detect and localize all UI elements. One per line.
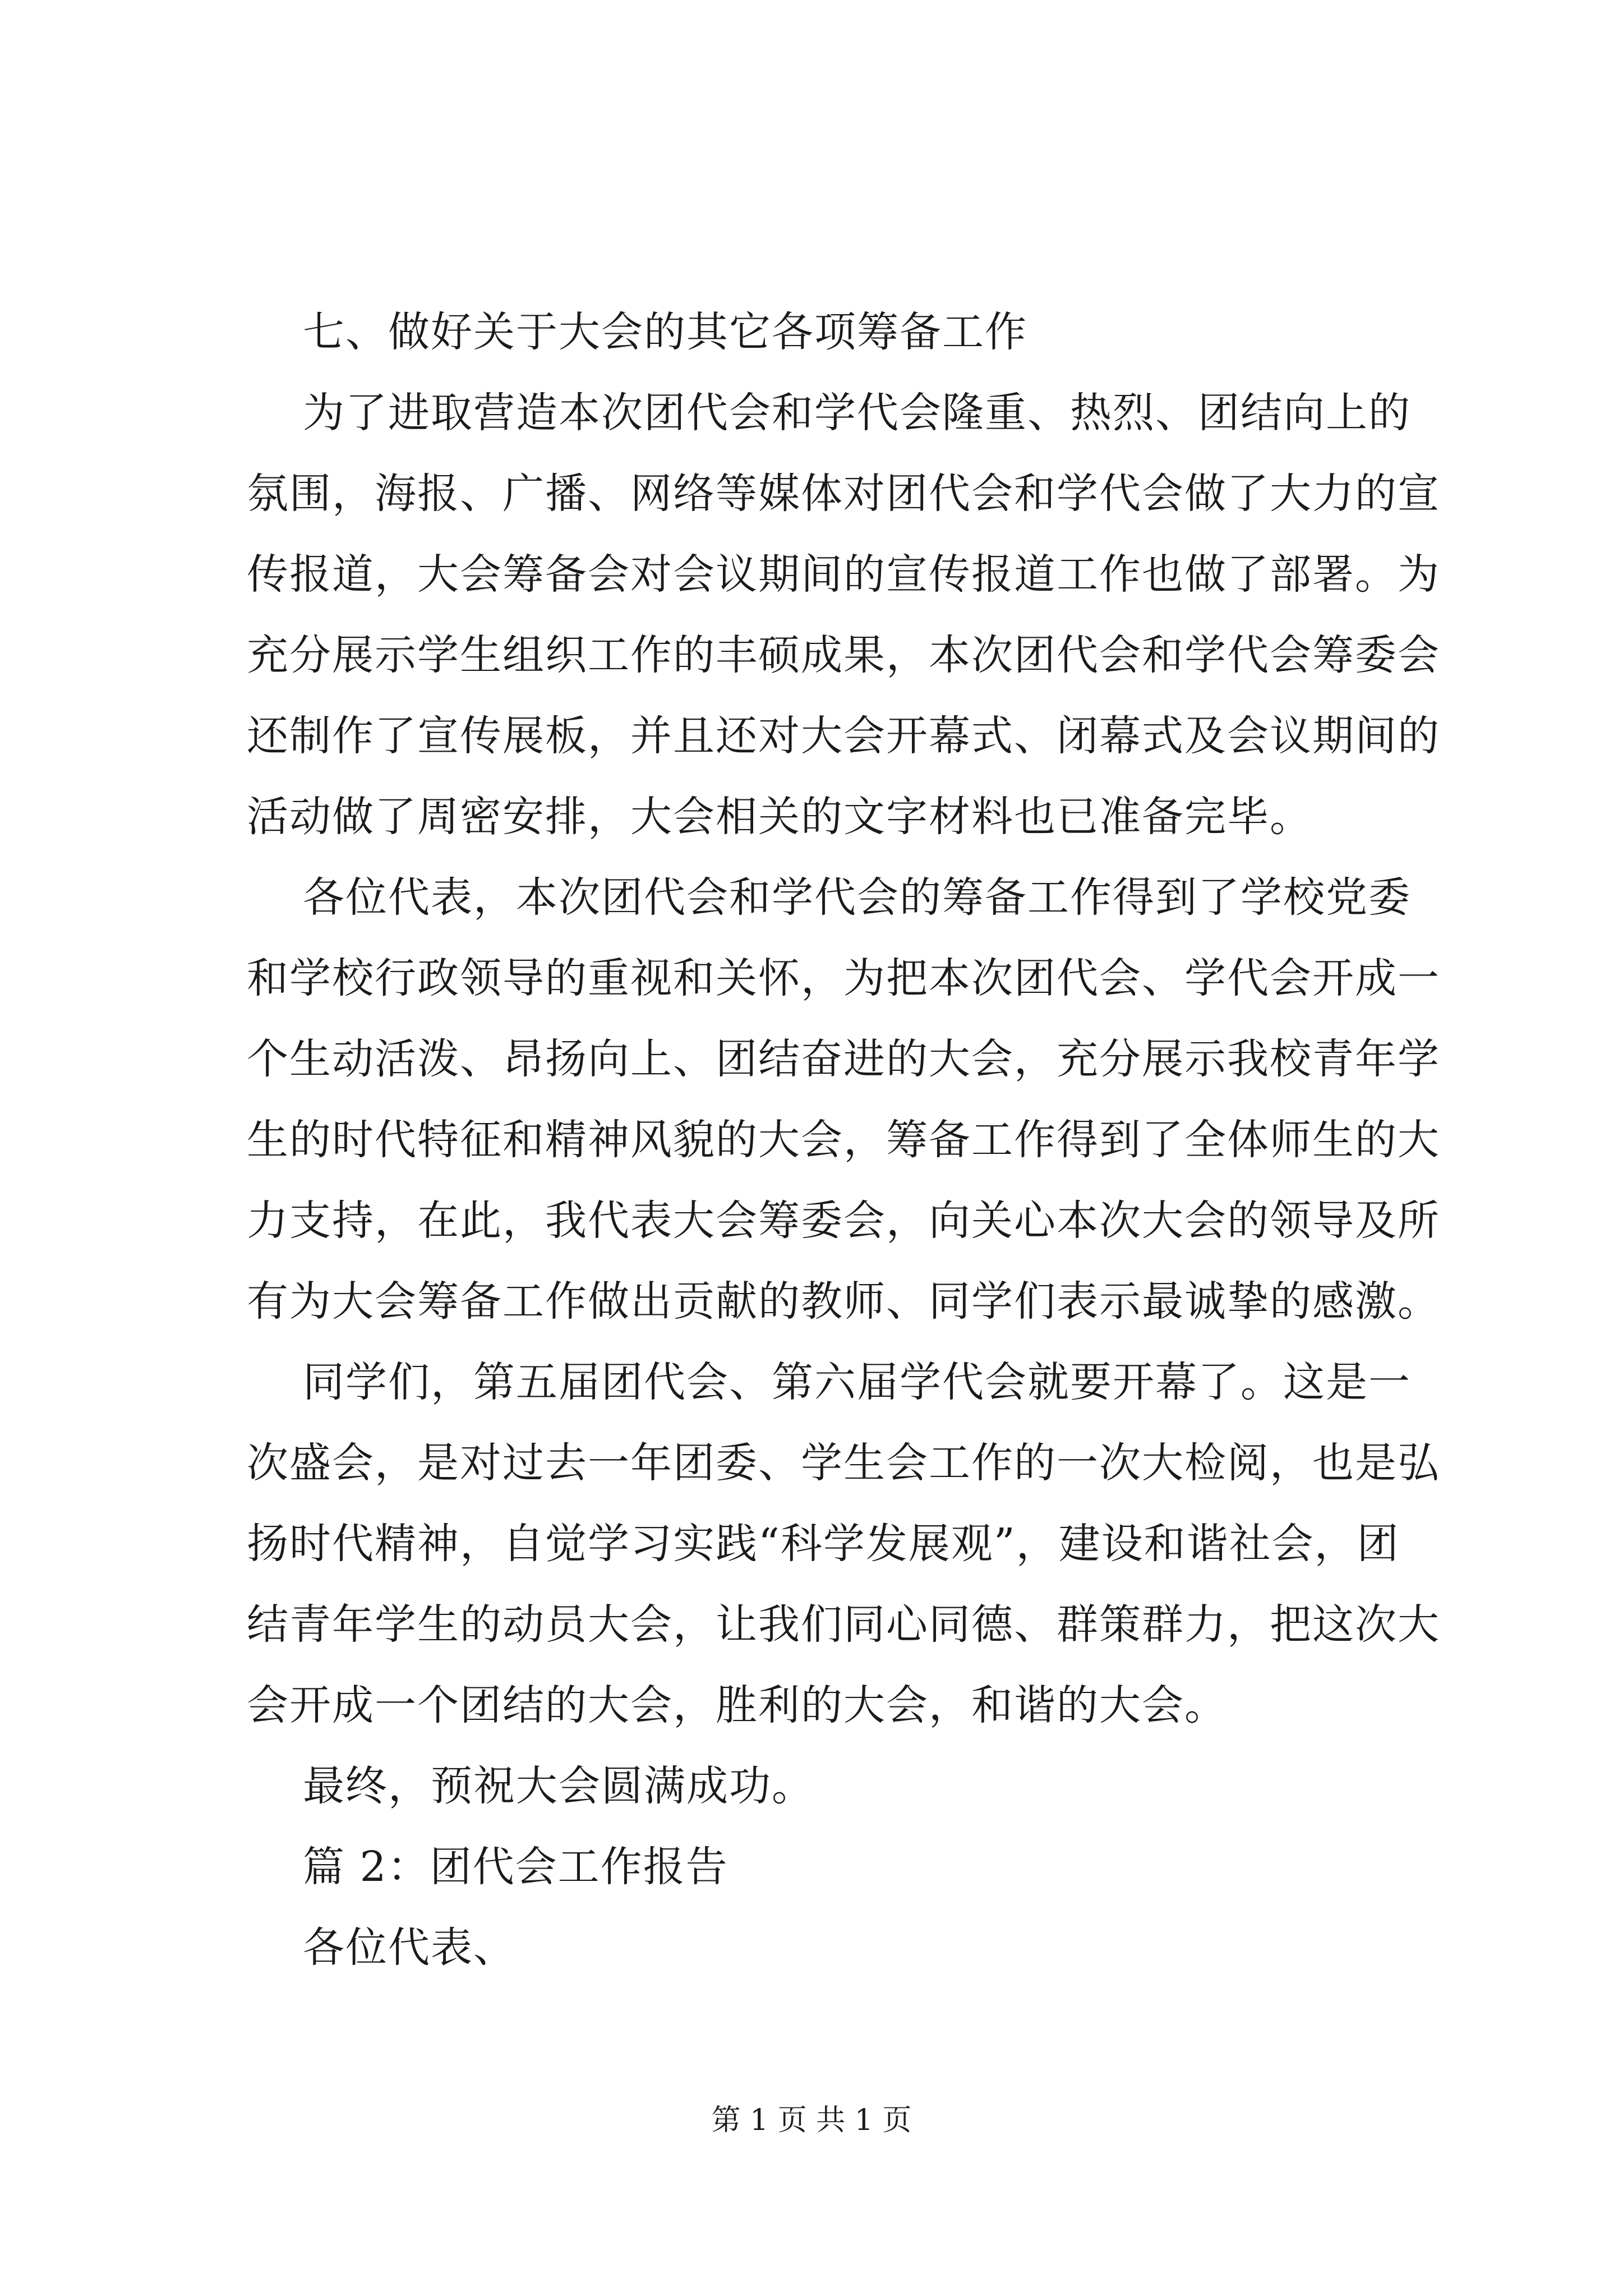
paragraph-line: 最终，预祝大会圆满成功。 (303, 1762, 814, 1810)
section-heading: 七、做好关于大会的其它各项筹备工作 (303, 308, 1027, 356)
paragraph-line: 力支持，在此，我代表大会筹委会，向关心本次大会的领导及所 (247, 1197, 1440, 1245)
paragraph-line: 充分展示学生组织工作的丰硕成果，本次团代会和学代会筹委会 (247, 631, 1440, 679)
article-heading: 篇 2：团代会工作报告 (303, 1843, 728, 1891)
paragraph-line: 和学校行政领导的重视和关怀，为把本次团代会、学代会开成一 (247, 954, 1440, 1002)
paragraph-line: 有为大会筹备工作做出贡献的教师、同学们表示最诚挚的感激。 (247, 1277, 1440, 1326)
paragraph-line: 传报道，大会筹备会对会议期间的宣传报道工作也做了部署。为 (247, 550, 1440, 599)
paragraph-line: 氛围，海报、广播、网络等媒体对团代会和学代会做了大力的宣 (247, 470, 1440, 518)
page-number-footer: 第 1 页 共 1 页 (711, 2104, 912, 2137)
paragraph-line: 会开成一个团结的大会，胜利的大会，和谐的大会。 (247, 1681, 1227, 1729)
paragraph-line: 活动做了周密安排，大会相关的文字材料也已准备完毕。 (247, 793, 1312, 841)
document-body (247, 292, 1440, 1988)
paragraph-line: 为了进取营造本次团代会和学代会隆重、热烈、团结向上的 (303, 389, 1411, 437)
paragraph-line: 个生动活泼、昂扬向上、团结奋进的大会，充分展示我校青年学 (247, 1035, 1440, 1083)
paragraph-line: 次盛会，是对过去一年团委、学生会工作的一次大检阅，也是弘 (247, 1439, 1440, 1487)
paragraph-line: 扬时代精神，自觉学习实践“科学发展观”，建设和谐社会，团 (247, 1520, 1400, 1568)
paragraph-line: 还制作了宣传展板，并且还对大会开幕式、闭幕式及会议期间的 (247, 712, 1440, 760)
paragraph-line: 生的时代特征和精神风貌的大会，筹备工作得到了全体师生的大 (247, 1116, 1440, 1164)
paragraph-line: 同学们，第五届团代会、第六届学代会就要开幕了。这是一 (303, 1358, 1411, 1406)
salutation-line: 各位代表、 (303, 1924, 516, 1972)
paragraph-line: 结青年学生的动员大会，让我们同心同德、群策群力，把这次大 (247, 1600, 1440, 1649)
paragraph-line: 各位代表，本次团代会和学代会的筹备工作得到了学校党委 (303, 873, 1411, 922)
